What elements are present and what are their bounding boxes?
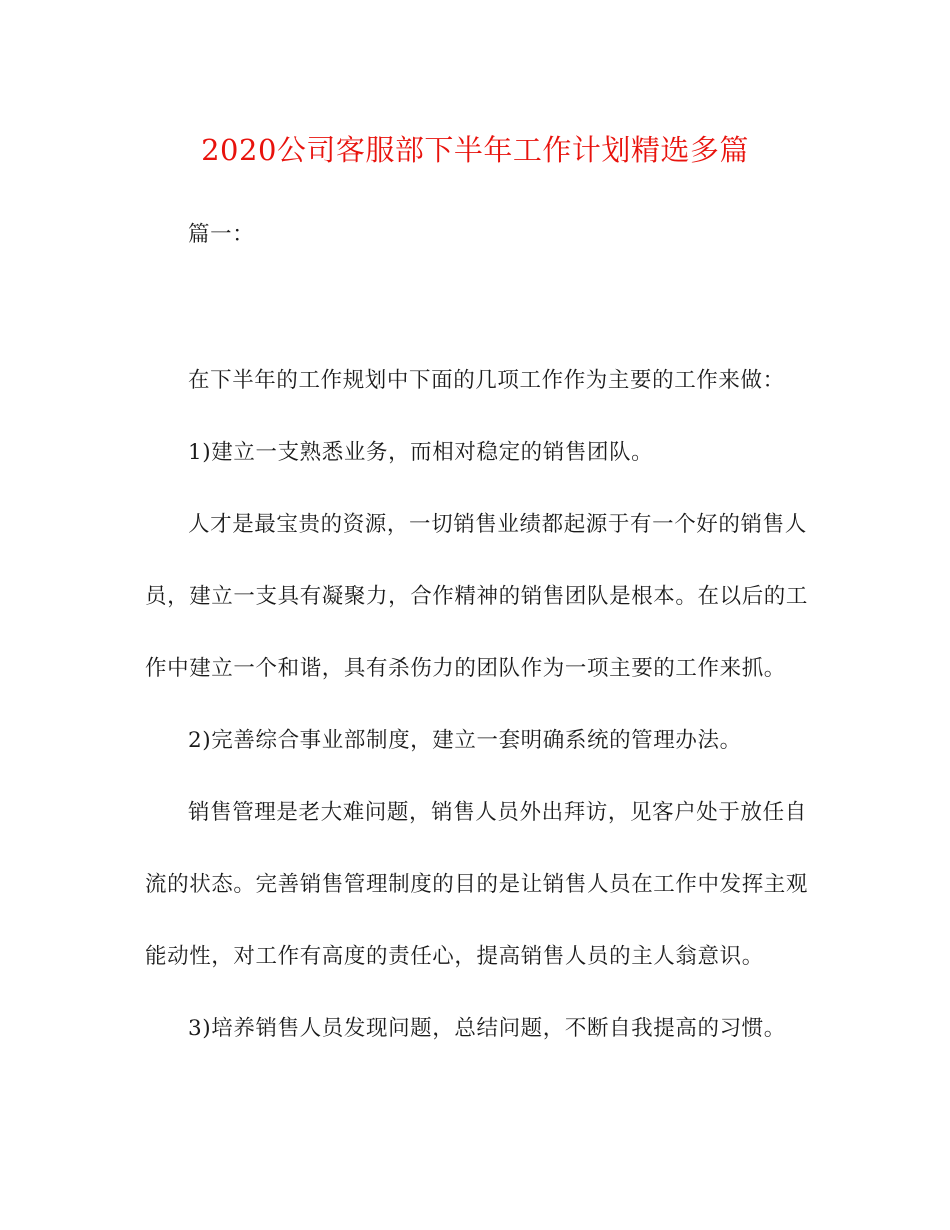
paragraph-line: 员，建立一支具有凝聚力，合作精神的销售团队是根本。在以后的工 <box>145 584 809 609</box>
paragraph-line: 作中建立一个和谐，具有杀伤力的团队作为一项主要的工作来抓。 <box>145 656 786 681</box>
section-heading: 篇一： <box>188 222 255 247</box>
paragraph-line: 1)建立一支熟悉业务，而相对稳定的销售团队。 <box>188 440 654 465</box>
paragraph-line: 2)完善综合事业部制度，建立一套明确系统的管理办法。 <box>188 728 742 753</box>
document-title: 2020公司客服部下半年工作计划精选多篇 <box>201 133 749 167</box>
paragraph-line: 在下半年的工作规划中下面的几项工作作为主要的工作来做： <box>188 368 785 393</box>
paragraph-line: 3)培养销售人员发现问题，总结问题，不断自我提高的习惯。 <box>188 1016 786 1041</box>
paragraph-line: 能动性，对工作有高度的责任心，提高销售人员的主人翁意识。 <box>145 944 764 969</box>
paragraph-line: 销售管理是老大难问题，销售人员外出拜访，见客户处于放任自 <box>188 800 807 825</box>
paragraph-line: 人才是最宝贵的资源，一切销售业绩都起源于有一个好的销售人 <box>188 512 807 537</box>
paragraph-line: 流的状态。完善销售管理制度的目的是让销售人员在工作中发挥主观 <box>145 872 809 897</box>
